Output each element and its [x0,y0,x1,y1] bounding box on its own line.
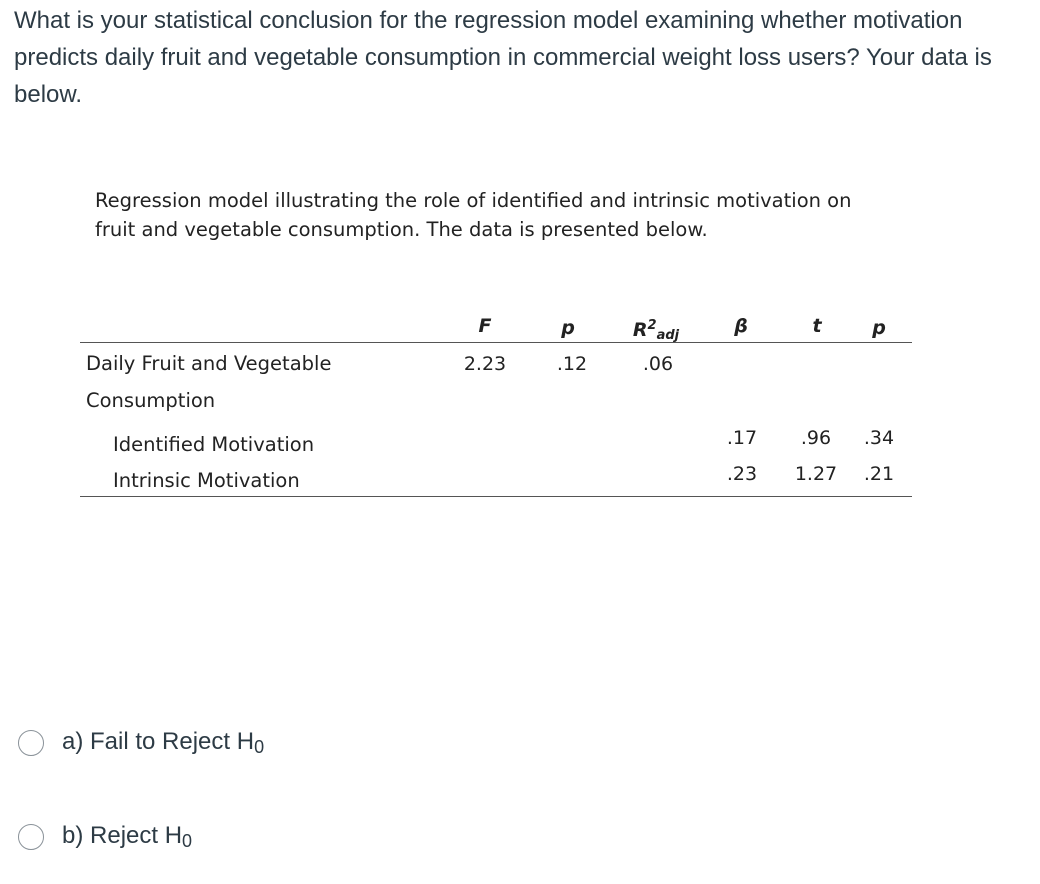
header-f: F [478,315,492,337]
cell-p-value: .12 [556,353,588,375]
option-b-reject[interactable] [18,822,192,852]
cell-r2adj-value: .06 [642,353,674,375]
cell-intrinsic-beta: .23 [726,463,758,485]
table-caption: Regression model illustrating the role of identified and intrinsic motivation on fruit and vegetable consumption. The data is presented below. [95,189,852,241]
header-r2adj: $R^2_{adj}$ [632,318,680,343]
header-p: p [561,317,575,339]
header-beta: β [734,315,748,337]
row-label-identified: Identified Motivation [113,433,315,456]
cell-intrinsic-t: 1.27 [794,463,838,485]
radio-button-b[interactable] [18,824,44,850]
option-a-label: a) Fail to Reject H0 [62,728,265,757]
header-t: t [812,315,822,337]
radio-button-a[interactable] [18,730,44,756]
row-label-outcome-line2: Consumption [86,389,216,412]
header-p2: p [872,317,886,339]
cell-identified-beta: .17 [726,427,758,449]
cell-intrinsic-p: .21 [863,463,895,485]
cell-identified-t: .96 [800,427,832,449]
option-b-label: b) Reject H0 [62,822,193,851]
cell-f-value: 2.23 [463,353,507,375]
question-text: What is your statistical conclusion for the regression model examining whether motivation predicts daily fruit and vegetable consumption in commercial weight loss users? Your data is below. [14,7,992,108]
row-label-outcome-line1: Daily Fruit and Vegetable [86,352,332,375]
option-a-fail-to-reject[interactable] [18,728,264,758]
table-bottom-rule [80,496,912,497]
table-top-rule [80,342,912,343]
cell-identified-p: .34 [863,427,895,449]
row-label-intrinsic: Intrinsic Motivation [113,469,300,492]
